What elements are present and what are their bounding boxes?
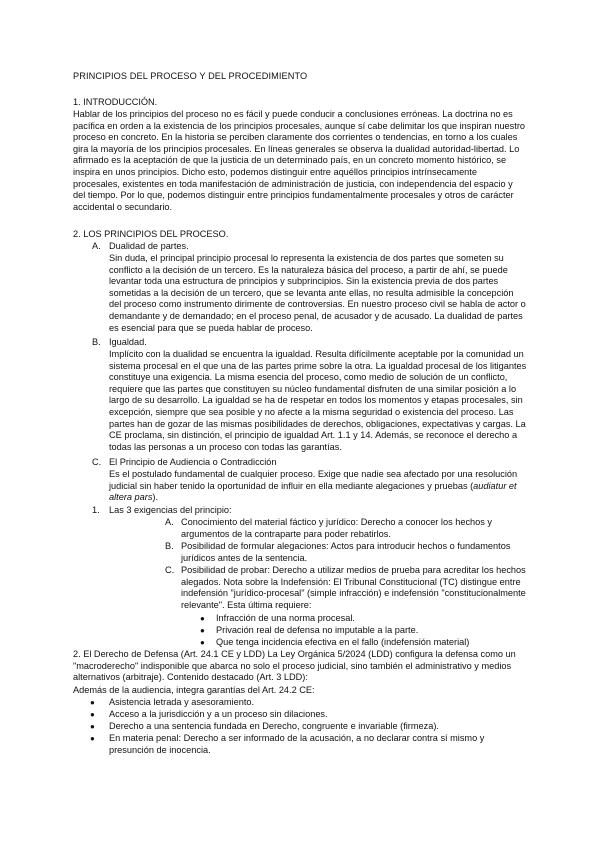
item-c-latin-phrase: audiatur et altera pars <box>109 480 517 503</box>
item-c-text <box>109 469 527 504</box>
exigencias-marker: 1. <box>92 505 100 515</box>
bullet-icon: ● <box>200 626 205 635</box>
indefension-requirement-2: Privación real de defensa no imputable a la parte. <box>216 625 419 635</box>
exigencia-b-text: Posibilidad de formular alegaciones: Actos para introducir hechos o fundamentos jurídicos antes de la sentencia. <box>181 541 511 563</box>
indefension-requirement-1: Infracción de una norma procesal. <box>216 613 355 623</box>
garantia-4: En materia penal: Derecho a ser informado de la acusación, a no declarar contra sí mismo y presunción de inocencia. <box>109 733 485 755</box>
garantia-2: Acceso a la jurisdicción y a un proceso sin dilaciones. <box>109 709 328 719</box>
exigencia-c-marker: C. <box>165 565 175 575</box>
defensa-paragraph: 2. El Derecho de Defensa (Art. 24.1 CE y LDD) La Ley Orgánica 5/2024 (LDD) configura la defensa como un "macroderecho" indisponible que abarca no solo el proceso judicial, sino también el administrativo y medios alternativos (arbitraje). Contenido destacado (Art. 3 LDD): <box>73 649 516 683</box>
item-c-marker: C. <box>92 457 102 467</box>
garantia-1: Asistencia letrada y asesoramiento. <box>109 697 255 707</box>
exigencia-c-text: Posibilidad de probar: Derecho a utilizar medios de prueba para acreditar los hechos alegados. Nota sobre la Indefensión: El Tribunal Constitucional (TC) distingue entre indefensión "jurídico-procesal" (simple infracción) e indefensión "constitucionalmente relevante". Esta última requiere: <box>181 565 526 610</box>
defensa-intro: Además de la audiencia, integra garantías del Art. 24.2 CE: <box>73 685 315 695</box>
section-1-heading: 1. INTRODUCCIÓN. <box>73 97 158 107</box>
bullet-icon: ● <box>90 698 95 707</box>
section-1-paragraph: Hablar de los principios del proceso no es fácil y puede conducir a conclusiones erróneas. La doctrina no es pacífica en orden a la existencia de los principios procesales, aunque sí cabe delimitar los que inspiran nuestro proceso en concreto. En la historia se perciben claramente dos corrientes o tendencias, en torno a los cuales gira la mayoría de los principios procesales. En líneas generales se observa la dualidad autoridad-libertad. Lo afirmado es la aceptación de que la justicia de un determinado país, en un concreto momento histórico, se inspira en unos principios. Dicho esto, podemos distinguir entre aquéllos principios intrínsecamente procesales, existentes en toda manifestación de administración de justicia, con independencia del espacio y del tiempo. Por lo que, podemos distinguir entre principios fundamentalmente procesales y otros de carácter accidental o secundario. <box>73 109 525 212</box>
item-b-title: Igualdad. <box>109 337 147 347</box>
bullet-icon: ● <box>90 734 95 743</box>
indefension-requirement-3: Que tenga incidencia efectiva en el fallo (indefensión material) <box>216 637 470 647</box>
item-b-text: Implícito con la dualidad se encuentra la igualdad. Resulta difícilmente aceptable por la comunidad un sistema procesal en el que una de las partes prime sobre la otra. La igualdad procesal de los litigantes constituye una exigencia. La misma esencia del proceso, como medio de solución de un conflicto, requiere que las partes que constituyen su núcleo fundamental disfruten de una similar posición a lo largo de su desarrollo. La igualdad se ha de respetar en todos los momentos y etapas procesales, sin excepción, siempre que sea posible y no afecte a la misma seguridad o existencia del proceso. Las partes han de gozar de las mismas posibilidades de derechos, obligaciones, expectativas y cargas. La CE proclama, sin distinción, el principio de igualdad Art. 1.1 y 14. Además, se reconoce el derecho a todas las personas a un proceso con todas las garantías. <box>109 349 527 452</box>
item-a-text: Sin duda, el principal principio procesal lo representa la existencia de dos partes que someten su conflicto a la decisión de un tercero. Es la naturaleza básica del proceso, a partir de ahí, se puede levantar toda una estructura de principios y subprincipios. Sin la existencia previa de dos partes sometidas a la decisión de un tercero, que se levanta ante ellas, no resulta admisible la concepción del proceso como instrumento dirimente de controversias. En nuestro proceso civil se habla de actor o demandante y de demandado; en el proceso penal, de acusador y de acusado. La dualidad de partes es esencial para que se pueda hablar de proceso. <box>109 253 526 333</box>
bullet-icon: ● <box>200 638 205 647</box>
bullet-icon: ● <box>90 722 95 731</box>
exigencia-a-text: Conocimiento del material fáctico y jurídico: Derecho a conocer los hechos y argumentos de la contraparte para poder rebatirlos. <box>181 517 492 539</box>
item-a-marker: A. <box>92 241 101 251</box>
item-c-title: El Principio de Audiencia o Contradicción <box>109 457 277 467</box>
exigencias-title: Las 3 exigencias del principio: <box>109 505 232 515</box>
garantia-3: Derecho a una sentencia fundada en Derecho, congruente e invariable (firmeza). <box>109 721 439 731</box>
exigencia-a-marker: A. <box>165 517 174 527</box>
item-b-marker: B. <box>92 337 101 347</box>
section-2-heading: 2. LOS PRINCIPIOS DEL PROCESO. <box>73 229 229 239</box>
item-a-title: Dualidad de partes. <box>109 241 189 251</box>
item-c-text-main: Es el postulado fundamental de cualquier proceso. Exige que nadie sea afectado por una resolución judicial sin haber tenido la oportunidad de influir en ella mediante alegaciones y pruebas ( <box>109 469 518 491</box>
document-title: PRINCIPIOS DEL PROCESO Y DEL PROCEDIMIENTO <box>73 71 308 81</box>
item-c-text-end: ). <box>152 492 159 503</box>
bullet-icon: ● <box>200 614 205 623</box>
exigencia-b-marker: B. <box>165 541 174 551</box>
bullet-icon: ● <box>90 710 95 719</box>
